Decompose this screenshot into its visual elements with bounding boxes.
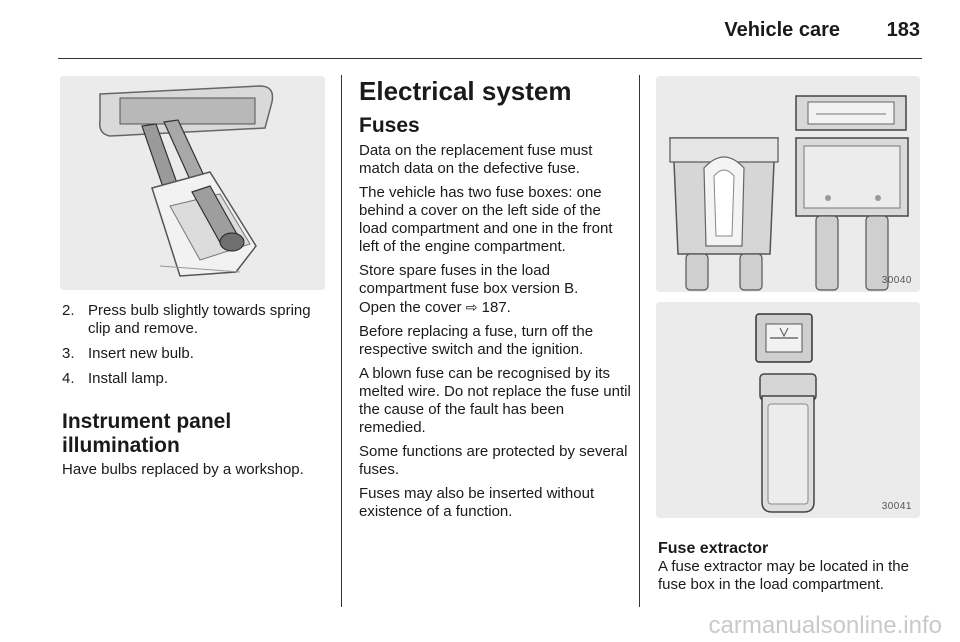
step-item (62, 370, 327, 388)
step-text: Press bulb slightly towards spring clip and remove. (88, 302, 311, 337)
column-divider-2 (639, 75, 640, 607)
instrument-panel-heading: Instrument panel illumination (62, 410, 232, 457)
page-number: 183 (886, 19, 920, 41)
fuse-extractor-section (658, 540, 926, 594)
page-reference-arrow-icon: ⇨ (465, 299, 478, 315)
step-item (62, 302, 327, 338)
middle-column (359, 76, 631, 527)
instrument-panel-body: Have bulbs replaced by a workshop. (62, 461, 304, 478)
instruction-steps (62, 302, 327, 388)
paragraph: Data on the replacement fuse must match data on the defective fuse. (359, 142, 593, 177)
cover-reference (359, 298, 631, 317)
paragraph: A blown fuse can be recognised by its melted wire. Do not replace the fuse until the cause of the fault has been remedied. (359, 365, 631, 436)
electrical-system-title: Electrical system (359, 76, 572, 106)
fuses-subtitle: Fuses (359, 114, 420, 137)
fuse-types-illustration (656, 76, 920, 292)
cover-ref-page[interactable]: 187. (481, 299, 511, 316)
fuse-extractor-body: A fuse extractor may be located in the fuse box in the load compartment. (658, 558, 909, 593)
paragraph: Store spare fuses in the load compartment fuse box version B. (359, 262, 579, 297)
figure-number-bottom: 30041 (881, 501, 912, 512)
step-text: Insert new bulb. (88, 345, 194, 362)
figure-number-top: 30040 (881, 275, 912, 286)
paragraph: Fuses may also be inserted without existence of a function. (359, 485, 595, 520)
fuse-extractor-heading: Fuse extractor (658, 540, 769, 557)
paragraph: Before replacing a fuse, turn off the respective switch and the ignition. (359, 323, 594, 358)
header-rule (58, 58, 922, 59)
cover-ref-text: Open the cover (359, 299, 462, 316)
section-title: Vehicle care (724, 19, 840, 41)
left-column (62, 302, 327, 479)
watermark: carmanualsonline.info (708, 612, 942, 639)
step-number: 2. (62, 302, 75, 319)
page-header (0, 0, 960, 60)
column-divider-1 (341, 75, 342, 607)
step-number: 3. (62, 345, 75, 362)
bulb-illustration (60, 76, 325, 290)
step-text: Install lamp. (88, 370, 169, 387)
paragraph: Some functions are protected by several fuses. (359, 443, 628, 478)
step-number: 4. (62, 370, 75, 387)
fuse-extractor-illustration (656, 302, 920, 518)
paragraph: The vehicle has two fuse boxes: one behind a cover on the left side of the load compartment and one in the front left of the engine compartment. (359, 184, 613, 255)
step-item (62, 345, 327, 363)
